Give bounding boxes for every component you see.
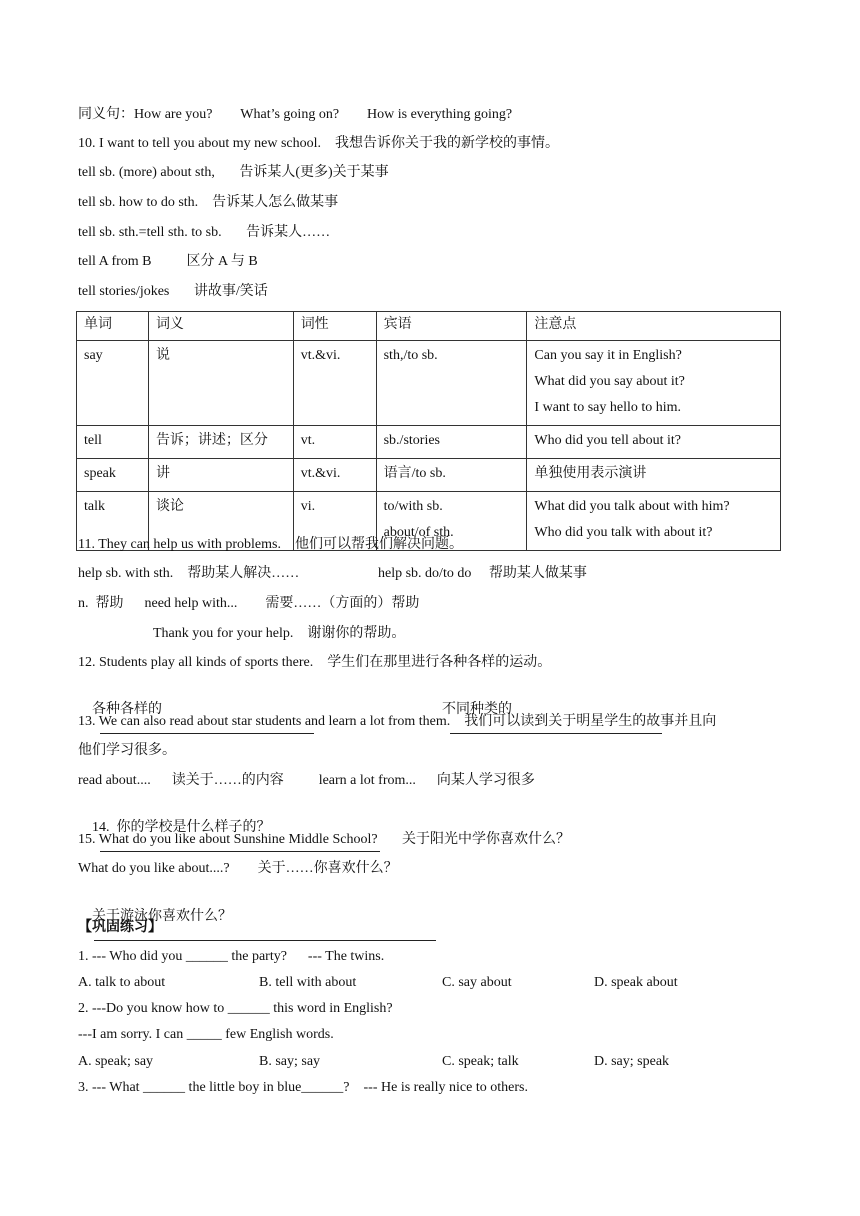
table-row	[77, 459, 781, 492]
object-cell: 语言/to sb.	[376, 459, 527, 492]
question-swimming-text: 关于游泳你喜欢什么？	[92, 909, 232, 924]
option-a[interactable]: A. speak; say	[78, 1054, 154, 1069]
question-3: 3. --- What ______ the little boy in blue______? --- He is really nice to others.	[78, 1080, 528, 1095]
phrase-read-about: read about.... 读关于……的内容 learn a lot from... 向某人学习很多	[78, 773, 535, 788]
question-1: 1. --- Who did you ______ the party? --- The twins.	[78, 949, 385, 964]
question-2-response: ---I am sorry. I can _____ few English words.	[78, 1027, 334, 1042]
sentence-13: 13. We can also read about star students and learn a lot from them. 我们可以读到关于明星学生的故事并且向	[78, 714, 717, 729]
phrase-thank-you: Thank you for your help. 谢谢你的帮助。	[153, 626, 406, 641]
sentence-10: 10. I want to tell you about my new school. 我想告诉你关于我的新学校的事情。	[78, 136, 560, 151]
meaning-cell: 告诉；讲述；区分	[148, 426, 293, 459]
phrase-like-about: What do you like about....? 关于……你喜欢什么？	[78, 861, 398, 876]
word-cell: say	[77, 341, 149, 426]
option-b[interactable]: B. tell with about	[259, 975, 357, 990]
option-c[interactable]: C. say about	[442, 975, 512, 990]
note-line: 单独使用表示演讲	[534, 466, 647, 481]
sentence-12: 12. Students play all kinds of sports there. 学生们在那里进行各种各样的运动。	[78, 655, 552, 670]
meaning-cell: 讲	[148, 459, 293, 492]
table-row	[77, 426, 781, 459]
object-cell: to/with sb. about/of sth.	[376, 492, 527, 551]
section-heading-practice: 【巩固练习】	[78, 920, 162, 935]
option-b[interactable]: B. say; say	[259, 1054, 321, 1069]
word-cell: speak	[77, 459, 149, 492]
phrase-tell-how: tell sb. how to do sth. 告诉某人怎么做某事	[78, 195, 339, 210]
pos-cell: vt.&vi.	[293, 341, 376, 426]
label-different-kinds: 不同种类的	[442, 702, 512, 717]
table-row	[77, 341, 781, 426]
phrase-tell-sth: tell sb. sth.=tell sth. to sb. 告诉某人……	[78, 225, 331, 240]
notes-cell	[527, 459, 781, 492]
option-a[interactable]: A. talk to about	[78, 975, 166, 990]
notes-cell	[527, 341, 781, 426]
note-line: Can you say it in English?	[534, 348, 682, 363]
phrase-tell-about: tell sb. (more) about sth, 告诉某人(更多)关于某事	[78, 165, 389, 180]
question-2: 2. ---Do you know how to ______ this word in English?	[78, 1001, 393, 1016]
pos-cell: vt.&vi.	[293, 459, 376, 492]
pos-cell: vt.	[293, 426, 376, 459]
phrase-help-noun: n. 帮助 need help with... 需要……（方面的）帮助	[78, 596, 420, 611]
phrase-help-do: help sb. do/to do 帮助某人做某事	[378, 566, 587, 581]
word-comparison-table	[76, 311, 781, 551]
option-c[interactable]: C. speak; talk	[442, 1054, 519, 1069]
object-cell: sb./stories	[376, 426, 527, 459]
notes-cell	[527, 492, 781, 551]
header-cell: 宾语	[376, 312, 527, 341]
meaning-cell: 说	[148, 341, 293, 426]
header-cell: 词义	[148, 312, 293, 341]
note-line: I want to say hello to him.	[534, 400, 682, 415]
sentence-11: 11. They can help us with problems. 他们可以帮我们解决问题。	[78, 537, 463, 552]
phrase-tell-from: tell A from B 区分 A 与 B	[78, 254, 258, 269]
header-cell: 单词	[77, 312, 149, 341]
notes-cell	[527, 426, 781, 459]
phrase-tell-stories: tell stories/jokes 讲故事/笑话	[78, 284, 268, 299]
option-d[interactable]: D. speak about	[594, 975, 678, 990]
sentence-13-cont: 他们学习很多。	[78, 743, 176, 758]
object-cell: sth,/to sb.	[376, 341, 527, 426]
word-cell: talk	[77, 492, 149, 551]
note-line: What did you say about it?	[534, 374, 685, 389]
sentence-15: 15. What do you like about Sunshine Middle School? 关于阳光中学你喜欢什么？	[78, 832, 571, 847]
table-header-row	[77, 312, 781, 341]
header-cell: 注意点	[527, 312, 781, 341]
label-all-kinds: 各种各样的	[92, 702, 162, 717]
option-d[interactable]: D. say; speak	[594, 1054, 670, 1069]
phrase-help-with: help sb. with sth. 帮助某人解决……	[78, 566, 300, 581]
header-cell: 词性	[293, 312, 376, 341]
note-line: Who did you talk with about it?	[534, 525, 713, 540]
synonym-line: 同义句：How are you? What’s going on? How is everything going?	[78, 107, 513, 122]
question-14-text: 14. 你的学校是什么样子的？	[92, 820, 271, 835]
meaning-cell: 谈论	[148, 492, 293, 551]
pos-cell: vi.	[293, 492, 376, 551]
note-line: Who did you tell about it?	[534, 433, 682, 448]
word-cell: tell	[77, 426, 149, 459]
note-line: What did you talk about with him?	[534, 499, 730, 514]
